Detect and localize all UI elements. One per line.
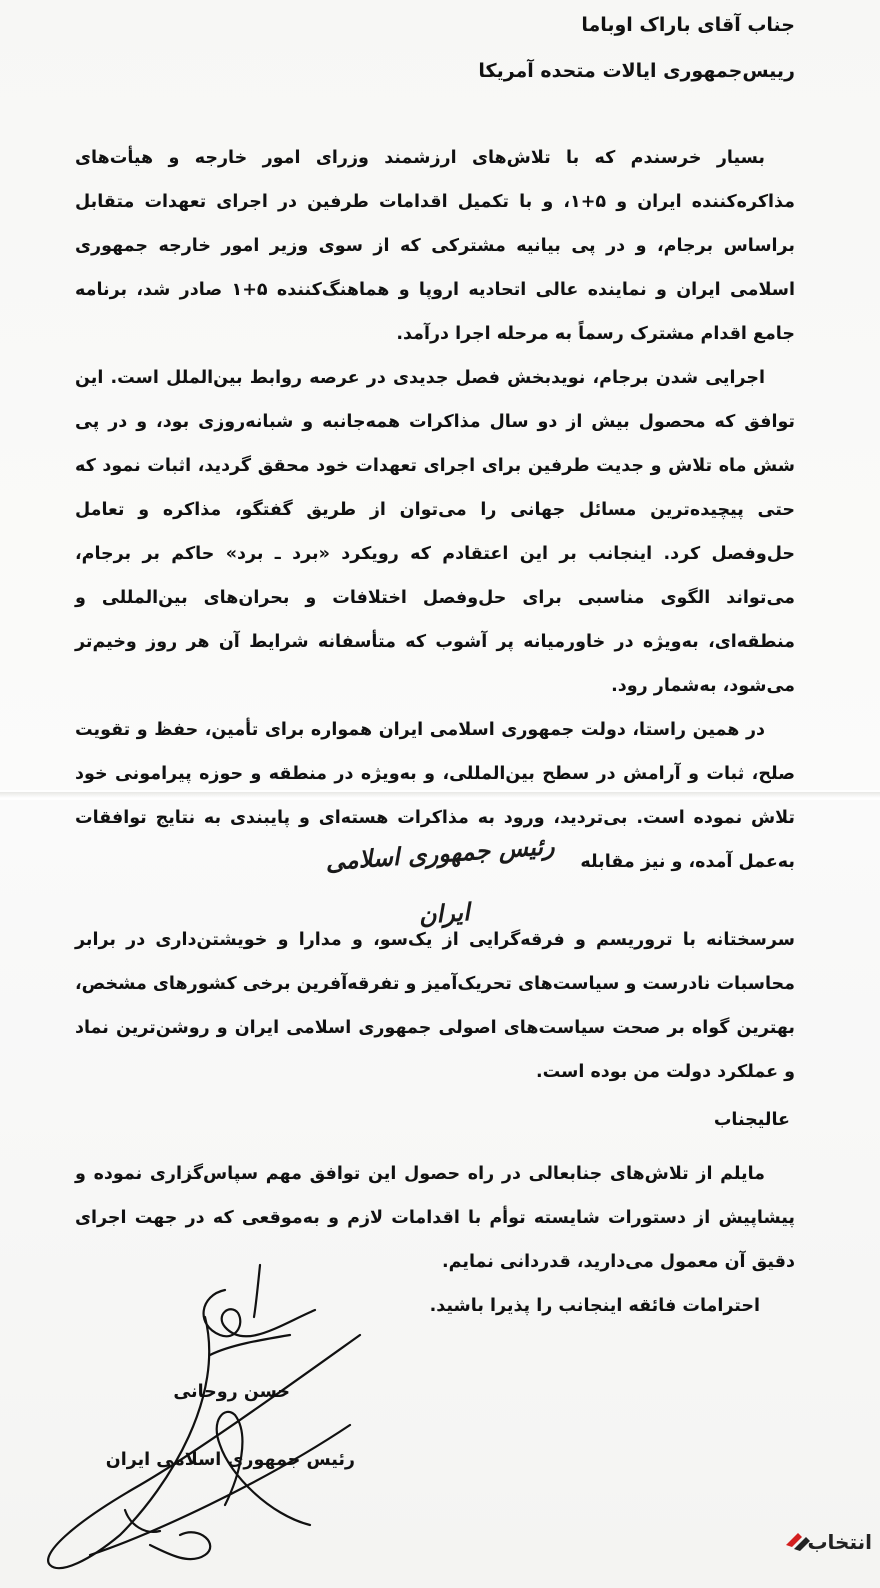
entekhab-logo-text: انتخاب — [807, 1530, 872, 1554]
recipient-name: جناب آقای باراک اوباما — [581, 14, 795, 36]
signatory-title: رئیس جمهوری اسلامی ایران — [105, 1450, 355, 1470]
paragraph-2: اجرایی شدن برجام، نویدبخش فصل جدیدی در عرصه روابط بین‌الملل است. این توافق که محصول بیش از دو سال مذاکرات همه‌جانبه و شبانه‌روزی بود، و در پی شش ماه تلاش و جدیت طرفین برای اجرای تعهدات خود محقق گردید، اثبات نمود که حتی پیچیده‌ترین مسائل جهانی را می‌توان از طریق گفتگو، مذاکره و تعامل حل‌وفصل کرد. اینجانب بر این اعتقادم که رویکرد «برد ـ برد» حاکم بر برجام، می‌تواند الگوی مناسبی برای حل‌وفصل اختلافات و بحران‌های بین‌المللی و منطقه‌ای، به‌ویژه در خاورمیانه پر آشوب که متأسفانه شرایط آن هر روز وخیم‌تر می‌شود، به‌شمار رود. — [75, 368, 795, 696]
handwritten-signature — [30, 1255, 410, 1585]
presidential-letterhead: رئیس جمهوری اسلامی ایران — [324, 831, 556, 930]
show-through-email-lines — [70, 830, 74, 847]
letter-body-bottom — [75, 918, 795, 1094]
letter-body-top — [75, 136, 795, 884]
recipient-title: رییس‌جمهوری ایالات متحده آمریکا — [478, 60, 795, 82]
closing-line: احترامات فائقه اینجانب را پذیرا باشید. — [429, 1296, 760, 1316]
signatory-name: حسن روحانی — [173, 1382, 290, 1402]
paragraph-1: بسیار خرسندم که با تلاش‌های ارزشمند وزرای امور خارجه و هیأت‌های مذاکره‌کننده ایران و ۵+۱، و با تکمیل اقدامات طرفین در اجرای تعهدات متقابل براساس برجام، و در پی بیانیه مشترکی که از سوی وزیر امور خارجه جمهوری اسلامی ایران و نماینده عالی اتحادیه اروپا و هماهنگ‌کننده ۵+۱ صادر شد، برنامه جامع اقدام مشترک رسماً به مرحله اجرا درآمد. — [75, 148, 795, 344]
paragraph-3: در همین راستا، دولت جمهوری اسلامی ایران همواره برای تأمین، حفظ و تقویت صلح، ثبات و آرامش در سطح بین‌المللی، و به‌ویژه در منطقه و حوزه پیرامونی خود تلاش نموده است. بی‌تردید، ورود به مذاکرات هسته‌ای و پایبندی به نتایج توافقات به‌عمل آمده، و نیز مقابله — [75, 720, 795, 872]
paragraph-5: مایلم از تلاش‌های جنابعالی در راه حصول این توافق مهم سپاس‌گزاری نموده و پیشاپیش از دستورات شایسته توأم با اقدامات لازم و به‌موقعی که در جهت اجرای دقیق آن معمول می‌دارید، قدردانی نمایم. — [75, 1164, 795, 1272]
paragraph-4: سرسختانه با تروریسم و فرقه‌گرایی از یک‌سو، و مدارا و خویشتن‌داری در برابر محاسبات نادرست و سیاست‌های تحریک‌آمیز و تفرقه‌آفرین برخی کشورهای مشخص، بهترین گواه بر صحت سیاست‌های اصولی جمهوری اسلامی ایران و روشن‌ترین نماد و عملکرد دولت من بوده است. — [75, 930, 795, 1082]
salutation: عالیجناب — [713, 1110, 790, 1130]
